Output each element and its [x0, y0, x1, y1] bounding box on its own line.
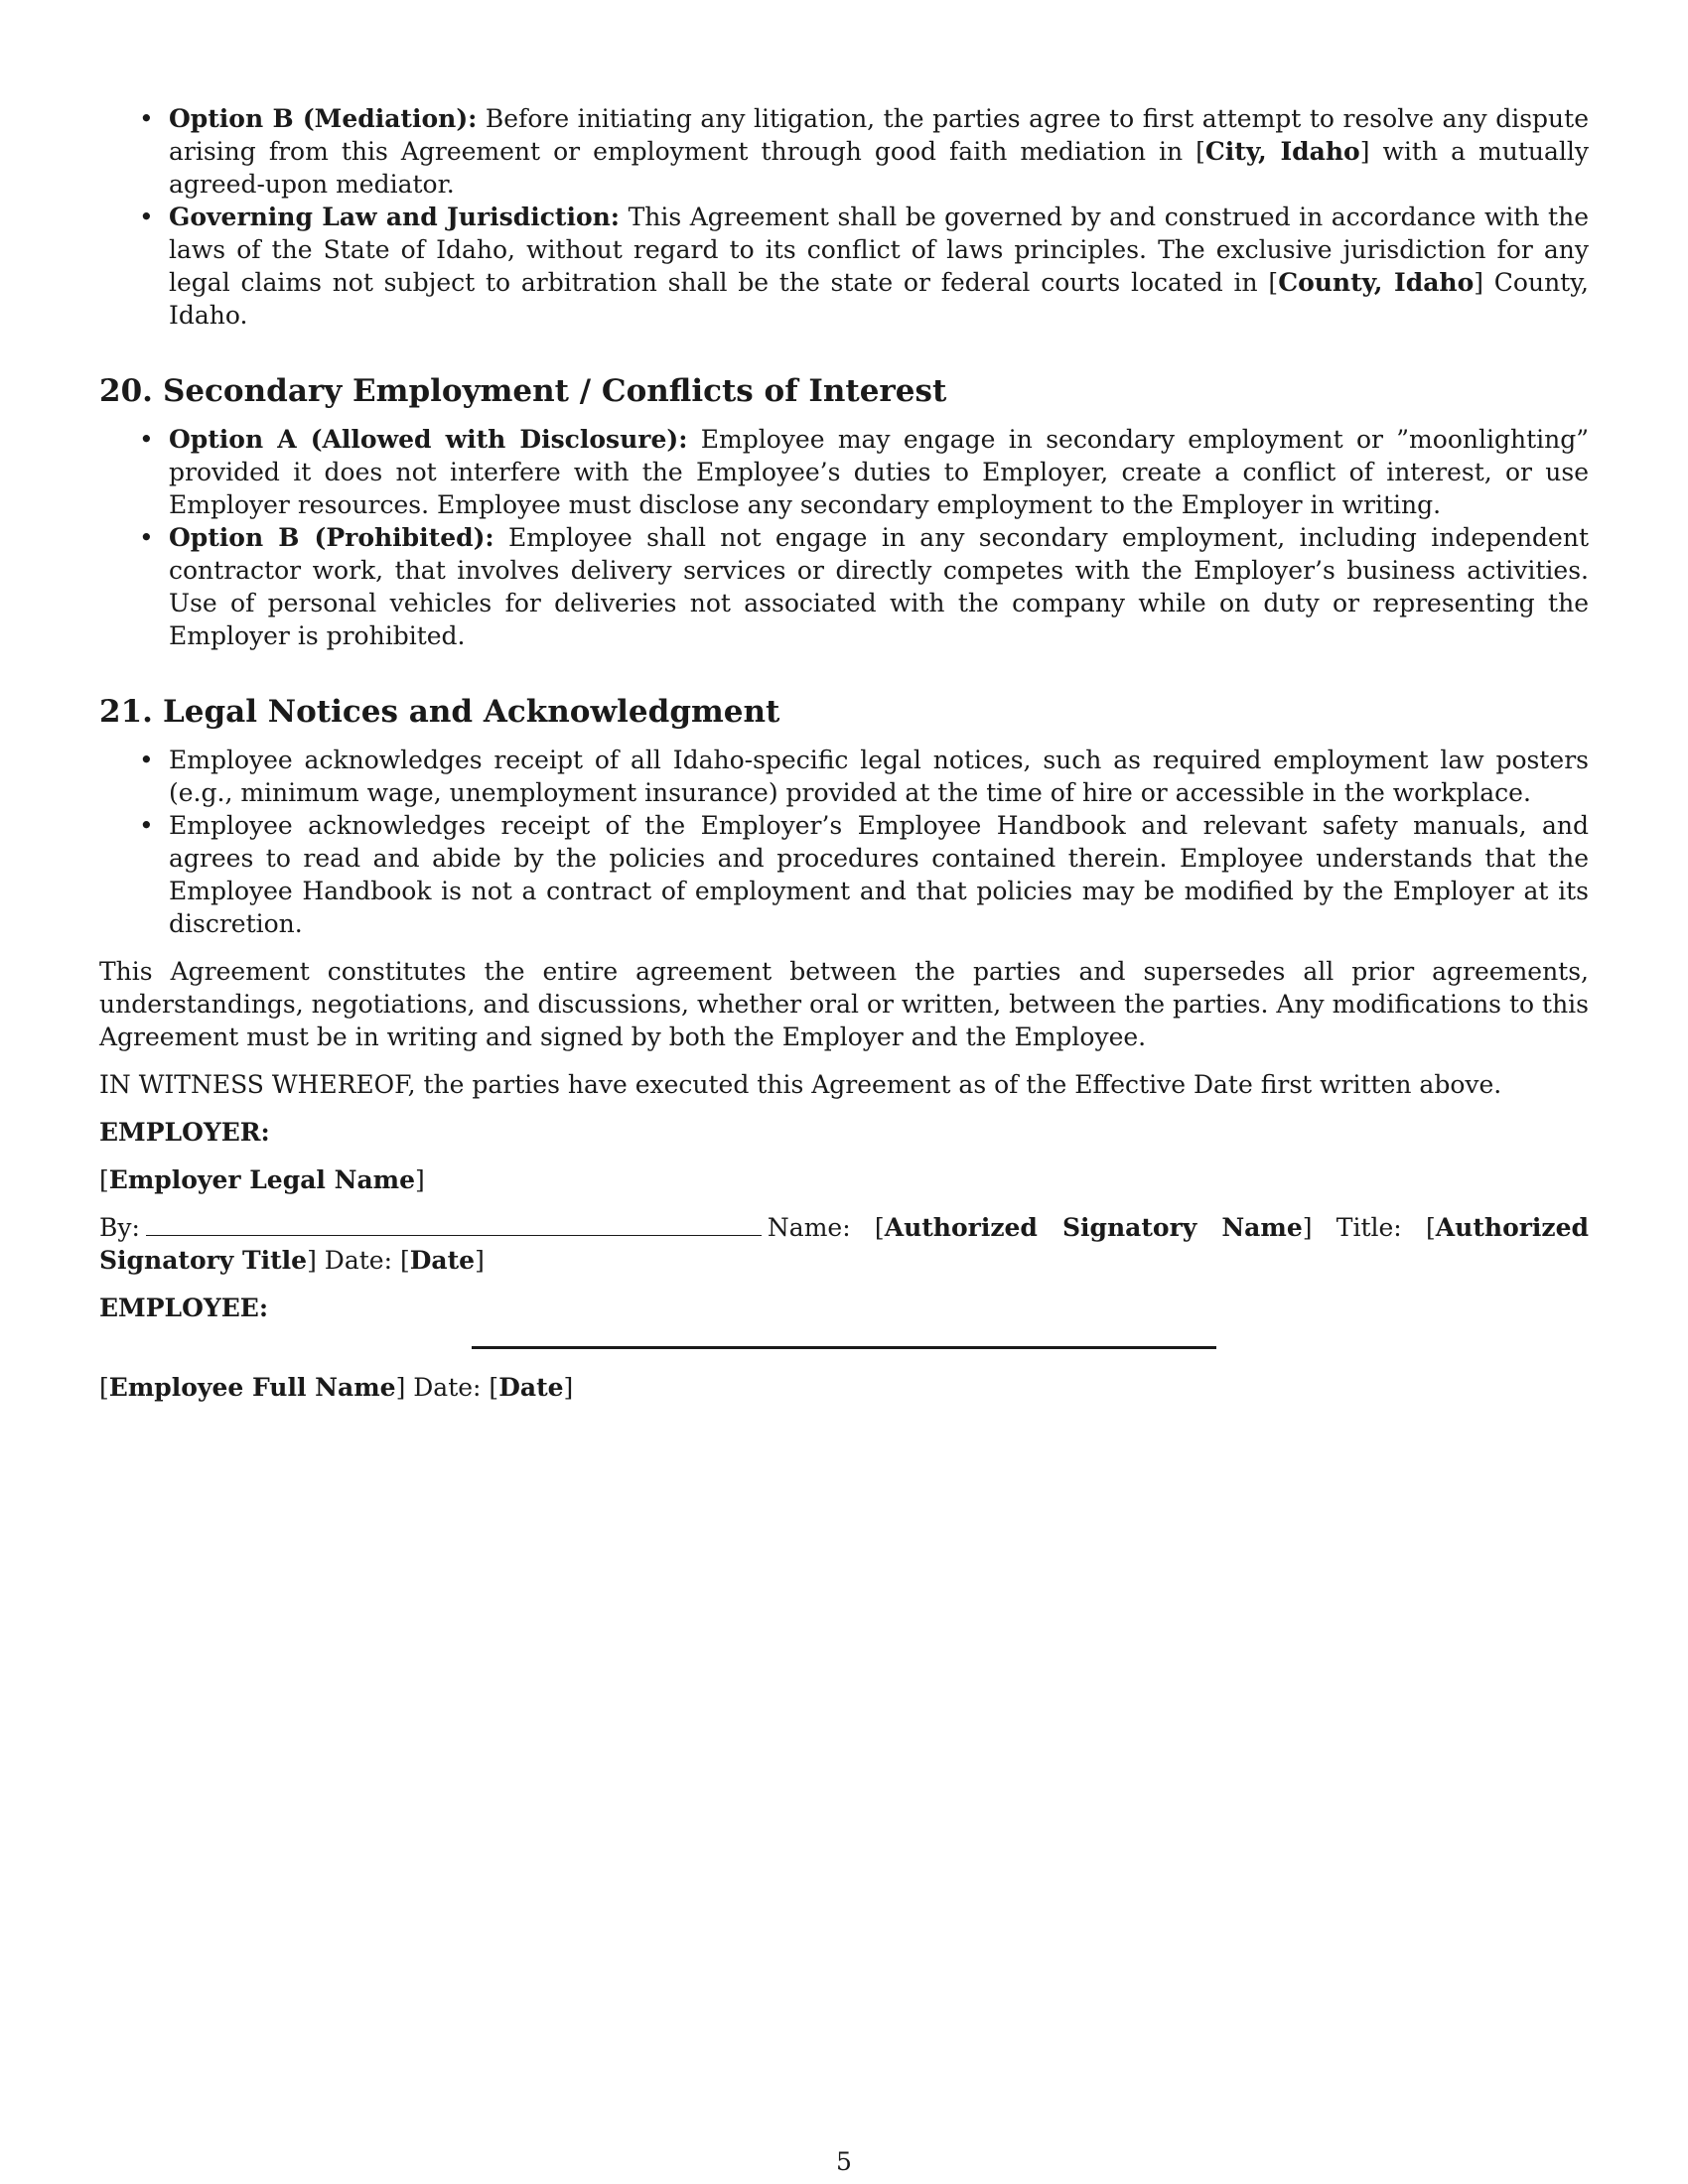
section-20-list	[99, 423, 1589, 652]
employer-legal-name: [Employer Legal Name]	[99, 1165, 425, 1194]
date-label: Date:	[413, 1373, 482, 1402]
item-label: Option A (Allowed with Disclosure):	[169, 425, 688, 454]
page-content	[99, 102, 1589, 1404]
page-number: 5	[836, 2147, 852, 2176]
section-21-heading	[99, 692, 1589, 732]
section-20-heading	[99, 371, 1589, 411]
item-text: Employee shall not engage in any secondary employment, including independent contractor work, that involves delivery services or directly competes with the Employer’s business activities. Use of personal vehicles for deliveries not associated with the company while on duty or representing the Employer is prohibited.	[169, 523, 1589, 650]
by-label: By:	[99, 1213, 140, 1242]
employer-signature-line: By: Name: [Authorized Signatory Name] Title: [Authorized Signatory Title] Date: [Date]	[99, 1213, 1590, 1275]
employer-legal-name-placeholder: Employer Legal Name	[108, 1165, 416, 1194]
employer-date-placeholder: Date	[409, 1246, 476, 1275]
entire-agreement-paragraph: This Agreement constitutes the entire agreement between the parties and supersedes all prior agreements, understandings, negotiations, and discussions, whether oral or written, between the parties. Any modifications to this Agreement must be in writing and signed by both the Employer and the Employee.	[99, 957, 1589, 1051]
item-text: This Agreement shall be governed by and construed in accordance with the laws of the State of Idaho, without regard to its conflict of laws principles. The exclusive jurisdiction for any legal claims not subject to arbitration shall be the state or federal courts located in [	[169, 203, 1589, 297]
employer-signature-field[interactable]	[146, 1213, 762, 1236]
employee-name-line: [Employee Full Name] Date: [Date]	[99, 1373, 574, 1402]
section-number: 20.	[99, 373, 153, 409]
item-label: Option B (Mediation):	[169, 104, 478, 133]
section-number: 21.	[99, 694, 153, 730]
list-item-governing-law	[99, 201, 1589, 332]
item-label: Governing Law and Jurisdiction:	[169, 203, 621, 231]
section-title: Secondary Employment / Conflicts of Interest	[162, 373, 947, 409]
employee-name-placeholder: Employee Full Name	[108, 1373, 396, 1402]
list-item-option-a	[99, 423, 1589, 521]
signatory-name-placeholder: Authorized Signatory Name	[884, 1213, 1303, 1242]
witness-paragraph: IN WITNESS WHEREOF, the parties have executed this Agreement as of the Effective Date first written above.	[99, 1070, 1502, 1099]
employee-signature-field[interactable]	[472, 1346, 1216, 1349]
item-text: ] County, Idaho.	[169, 268, 1589, 330]
employer-heading: EMPLOYER:	[99, 1118, 270, 1147]
title-label: Title:	[1336, 1213, 1402, 1242]
list-item-handbook: • Employee acknowledges receipt of the Employer’s Employee Handbook and relevant safety manuals, and agrees to read and abide by the policies and procedures contained therein. Employee understands that the Employee Handbook is not a contract of employment and that policies may be modified by the Employer at its discretion.	[99, 809, 1589, 940]
item-label: Option B (Prohibited):	[169, 523, 494, 552]
placeholder-county: County, Idaho	[1278, 268, 1475, 297]
date-label: Date:	[324, 1246, 393, 1275]
item-text: Before initiating any litigation, the parties agree to first attempt to resolve any dispute arising from this Agreement or employment through good faith mediation in [	[169, 104, 1589, 166]
placeholder-city: City, Idaho	[1204, 137, 1360, 166]
item-text: Employee may engage in secondary employment or ”moonlighting” provided it does not interfere with the Employee’s duties to Employer, create a conflict of interest, or use Employer resources. Employee must disclose any secondary employment to the Employer in writing.	[169, 425, 1589, 519]
employee-heading: EMPLOYEE:	[99, 1294, 269, 1322]
signatory-title-placeholder: Authorized Signatory Title	[99, 1213, 1590, 1275]
name-label: Name:	[767, 1213, 851, 1242]
section-title: Legal Notices and Acknowledgment	[162, 694, 780, 730]
list-item-mediation	[99, 102, 1589, 201]
item-text: ] with a mutually agreed-upon mediator.	[169, 137, 1590, 199]
list-item-legal-notices: • Employee acknowledges receipt of all Idaho-specific legal notices, such as required employment law posters (e.g., minimum wage, unemployment insurance) provided at the time of hire or accessible in the workplace.	[99, 744, 1589, 809]
employee-date-placeholder: Date	[498, 1373, 564, 1402]
list-item-option-b	[99, 521, 1589, 652]
section-21-list	[99, 744, 1589, 940]
dispute-options-list	[99, 102, 1589, 332]
